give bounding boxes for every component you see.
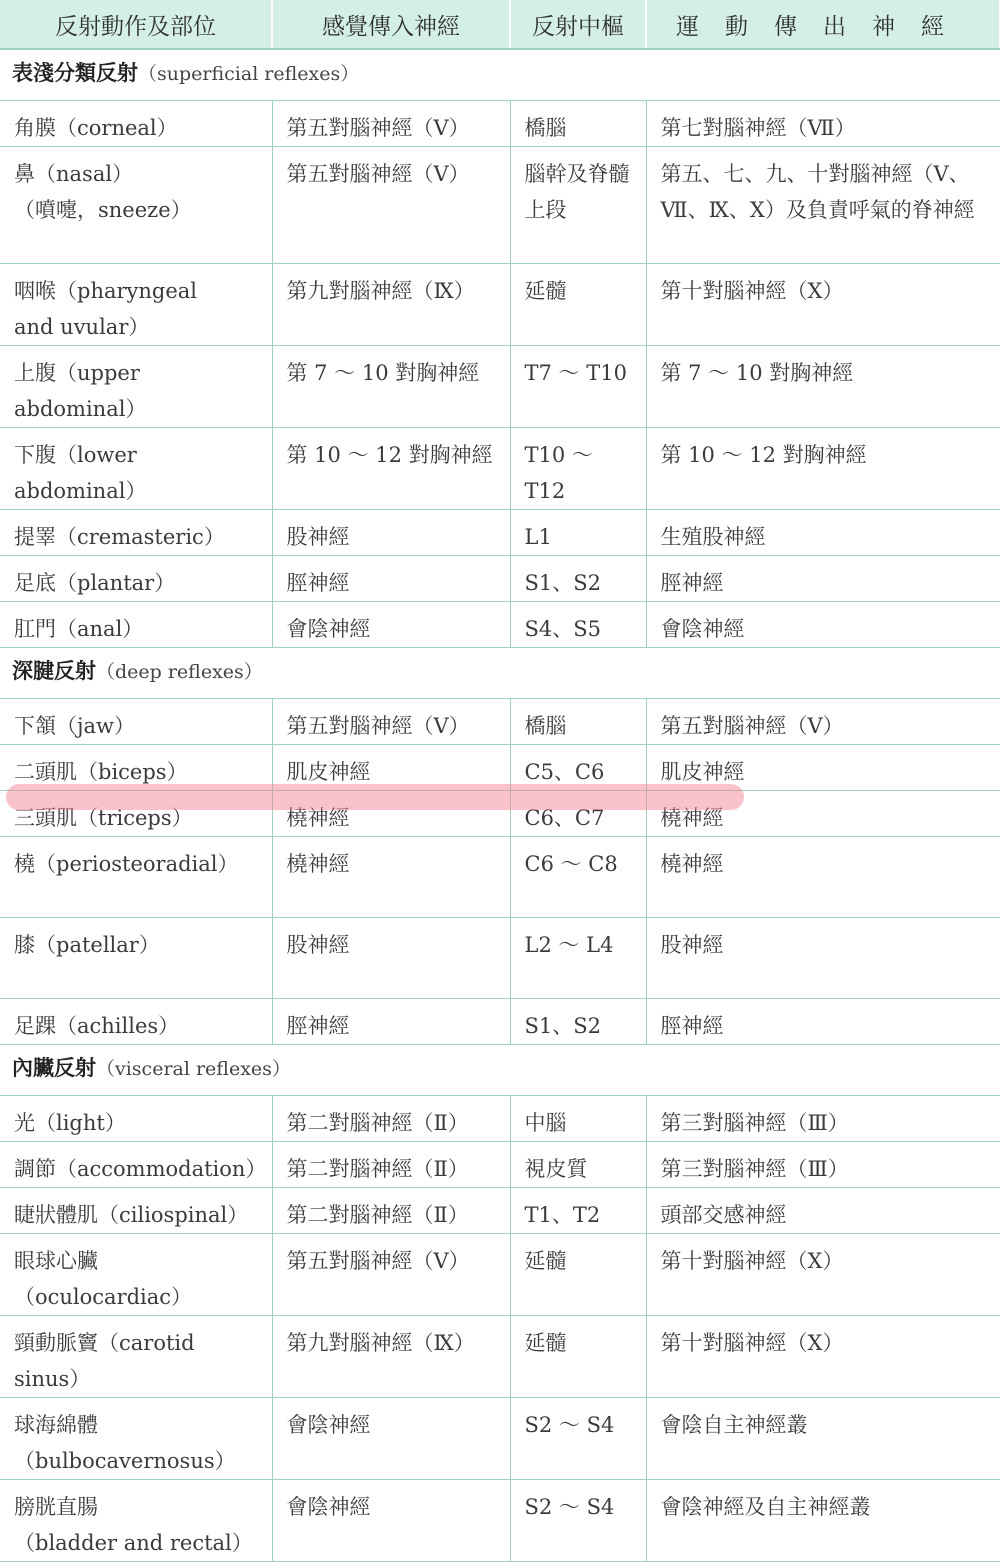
cell-efferent: 第 10 ～ 12 對胸神經 (646, 428, 1000, 510)
header-cell-efferent: 運動傳出神經 (646, 0, 1000, 49)
cell-center: S2 ～ S4 (510, 1480, 646, 1562)
cell-reflex-line: 膝（patellar） (14, 933, 160, 957)
cell-reflex (0, 346, 272, 428)
cell-center: L2 ～ L4 (510, 918, 646, 999)
cell-efferent: 會陰神經 (646, 602, 1000, 648)
cell-afferent: 第二對腦神經（Ⅱ） (272, 1142, 510, 1188)
cell-reflex (0, 428, 272, 510)
cell-reflex (0, 1096, 272, 1142)
table-row (0, 1142, 1000, 1188)
cell-reflex-line: 咽喉（pharyngeal (14, 279, 198, 303)
cell-reflex-line: 睫狀體肌（ciliospinal） (14, 1203, 249, 1227)
cell-center: T7 ～ T10 (510, 346, 646, 428)
cell-reflex-line: 足踝（achilles） (14, 1014, 180, 1038)
cell-afferent: 橈神經 (272, 837, 510, 918)
section-title (0, 1045, 1000, 1096)
cell-reflex-line: 鼻（nasal） (14, 162, 134, 186)
cell-afferent: 第九對腦神經（Ⅸ） (272, 264, 510, 346)
cell-reflex (0, 556, 272, 602)
cell-efferent: 第五、七、九、十對腦神經（Ⅴ、Ⅶ、Ⅸ、Ⅹ）及負責呼氣的脊神經 (646, 147, 1000, 264)
cell-reflex (0, 999, 272, 1045)
header-cell-afferent: 感覺傳入神經 (272, 0, 510, 49)
cell-center: 視皮質 (510, 1142, 646, 1188)
cell-efferent: 會陰神經及自主神經叢 (646, 1480, 1000, 1562)
cell-reflex (0, 101, 272, 147)
cell-reflex-line: 下腹（lower abdominal） (14, 443, 147, 503)
cell-reflex-line: 眼球心臟（oculocardiac） (14, 1249, 193, 1309)
section-row (0, 1045, 1000, 1096)
cell-afferent: 股神經 (272, 918, 510, 999)
cell-reflex-line: 膀胱直腸 (14, 1495, 98, 1519)
cell-center: C6、C7 (510, 791, 646, 837)
cell-efferent: 橈神經 (646, 791, 1000, 837)
table-row (0, 1398, 1000, 1480)
table-row (0, 918, 1000, 999)
cell-reflex-line: 角膜（corneal） (14, 116, 178, 140)
cell-afferent: 第二對腦神經（Ⅱ） (272, 1188, 510, 1234)
cell-efferent: 第 7 ～ 10 對胸神經 (646, 346, 1000, 428)
section-title (0, 648, 1000, 699)
header-cell-center: 反射中樞 (510, 0, 646, 49)
cell-reflex-line: 光（light） (14, 1111, 126, 1135)
table-body (0, 49, 1000, 1562)
cell-reflex-line: （bladder and rectal） (14, 1531, 253, 1555)
section-title (0, 49, 1000, 101)
cell-efferent: 會陰自主神經叢 (646, 1398, 1000, 1480)
table-row (0, 1188, 1000, 1234)
cell-reflex-line: 肛門（anal） (14, 617, 144, 641)
cell-afferent: 第二對腦神經（Ⅱ） (272, 1096, 510, 1142)
cell-afferent: 第五對腦神經（Ⅴ） (272, 147, 510, 264)
cell-reflex-line: 頸動脈竇（carotid sinus） (14, 1331, 195, 1391)
cell-reflex (0, 1188, 272, 1234)
cell-reflex (0, 510, 272, 556)
cell-afferent: 第五對腦神經（Ⅴ） (272, 1234, 510, 1316)
cell-center: T1、T2 (510, 1188, 646, 1234)
cell-reflex-line: （噴嚏，sneeze） (14, 198, 192, 222)
table-row (0, 1096, 1000, 1142)
table-row (0, 1480, 1000, 1562)
section-title-en: （superficial reflexes） (138, 63, 360, 85)
cell-center: 橋腦 (510, 101, 646, 147)
cell-reflex-line: 上腹（upper abdominal） (14, 361, 147, 421)
cell-afferent: 會陰神經 (272, 1398, 510, 1480)
cell-efferent: 股神經 (646, 918, 1000, 999)
cell-reflex (0, 745, 272, 791)
cell-center: C6 ～ C8 (510, 837, 646, 918)
table-row (0, 999, 1000, 1045)
cell-reflex-line: 二頭肌（biceps） (14, 760, 188, 784)
cell-center: 橋腦 (510, 699, 646, 745)
cell-efferent: 第十對腦神經（Ⅹ） (646, 1234, 1000, 1316)
cell-efferent: 生殖股神經 (646, 510, 1000, 556)
cell-efferent: 第三對腦神經（Ⅲ） (646, 1096, 1000, 1142)
cell-reflex (0, 1398, 272, 1480)
header-cell-reflex: 反射動作及部位 (0, 0, 272, 49)
cell-center: S2 ～ S4 (510, 1398, 646, 1480)
cell-afferent: 橈神經 (272, 791, 510, 837)
table-row (0, 346, 1000, 428)
cell-reflex-line: and uvular） (14, 315, 150, 339)
cell-efferent: 肌皮神經 (646, 745, 1000, 791)
cell-afferent: 第 7 ～ 10 對胸神經 (272, 346, 510, 428)
section-title-zh: 深腱反射 (12, 659, 96, 683)
cell-efferent: 第五對腦神經（Ⅴ） (646, 699, 1000, 745)
cell-reflex-line: 球海綿體 (14, 1413, 98, 1437)
cell-efferent: 第三對腦神經（Ⅲ） (646, 1142, 1000, 1188)
cell-reflex-line: 三頭肌（triceps） (14, 806, 193, 830)
cell-reflex (0, 837, 272, 918)
cell-afferent: 第五對腦神經（Ⅴ） (272, 699, 510, 745)
cell-efferent: 橈神經 (646, 837, 1000, 918)
cell-efferent: 頭部交感神經 (646, 1188, 1000, 1234)
cell-afferent: 會陰神經 (272, 602, 510, 648)
section-title-zh: 表淺分類反射 (12, 61, 138, 85)
cell-afferent: 第 10 ～ 12 對胸神經 (272, 428, 510, 510)
table-row (0, 556, 1000, 602)
table-row (0, 101, 1000, 147)
cell-center: S1、S2 (510, 556, 646, 602)
cell-center: 延髓 (510, 264, 646, 346)
table-row (0, 699, 1000, 745)
cell-reflex-line: 調節（accommodation） (14, 1157, 267, 1181)
table-row (0, 264, 1000, 346)
table-row (0, 1234, 1000, 1316)
cell-reflex-line: 下頷（jaw） (14, 714, 136, 738)
cell-center: T10 ～ T12 (510, 428, 646, 510)
cell-reflex (0, 1480, 272, 1562)
cell-center: S1、S2 (510, 999, 646, 1045)
header-row (0, 0, 1000, 49)
cell-afferent: 肌皮神經 (272, 745, 510, 791)
cell-reflex-line: 提睪（cremasteric） (14, 525, 225, 549)
table-row (0, 1316, 1000, 1398)
cell-center: 延髓 (510, 1234, 646, 1316)
table-row (0, 510, 1000, 556)
cell-efferent: 第七對腦神經（Ⅶ） (646, 101, 1000, 147)
cell-reflex (0, 791, 272, 837)
cell-center: 腦幹及脊髓上段 (510, 147, 646, 264)
cell-reflex-line: （bulbocavernosus） (14, 1449, 236, 1473)
table-row (0, 428, 1000, 510)
cell-reflex (0, 264, 272, 346)
cell-afferent: 股神經 (272, 510, 510, 556)
cell-center: 中腦 (510, 1096, 646, 1142)
cell-afferent: 會陰神經 (272, 1480, 510, 1562)
cell-reflex (0, 147, 272, 264)
cell-afferent: 脛神經 (272, 556, 510, 602)
cell-reflex (0, 1142, 272, 1188)
cell-reflex-line: 足底（plantar） (14, 571, 176, 595)
cell-center: L1 (510, 510, 646, 556)
section-title-zh: 內臟反射 (12, 1056, 96, 1080)
cell-reflex (0, 699, 272, 745)
cell-efferent: 第十對腦神經（Ⅹ） (646, 1316, 1000, 1398)
cell-center: C5、C6 (510, 745, 646, 791)
table-row (0, 147, 1000, 264)
cell-reflex (0, 602, 272, 648)
section-row (0, 49, 1000, 101)
cell-reflex (0, 918, 272, 999)
cell-efferent: 脛神經 (646, 999, 1000, 1045)
section-title-en: （deep reflexes） (96, 661, 263, 683)
cell-efferent: 第十對腦神經（Ⅹ） (646, 264, 1000, 346)
cell-reflex (0, 1234, 272, 1316)
table-row (0, 791, 1000, 837)
cell-efferent: 脛神經 (646, 556, 1000, 602)
cell-reflex (0, 1316, 272, 1398)
table-row (0, 837, 1000, 918)
section-row (0, 648, 1000, 699)
table-row (0, 602, 1000, 648)
cell-center: S4、S5 (510, 602, 646, 648)
cell-afferent: 第五對腦神經（Ⅴ） (272, 101, 510, 147)
cell-reflex-line: 橈（periosteoradial） (14, 852, 239, 876)
table-row (0, 745, 1000, 791)
cell-afferent: 脛神經 (272, 999, 510, 1045)
cell-afferent: 第九對腦神經（Ⅸ） (272, 1316, 510, 1398)
cell-center: 延髓 (510, 1316, 646, 1398)
section-title-en: （visceral reflexes） (96, 1058, 291, 1080)
